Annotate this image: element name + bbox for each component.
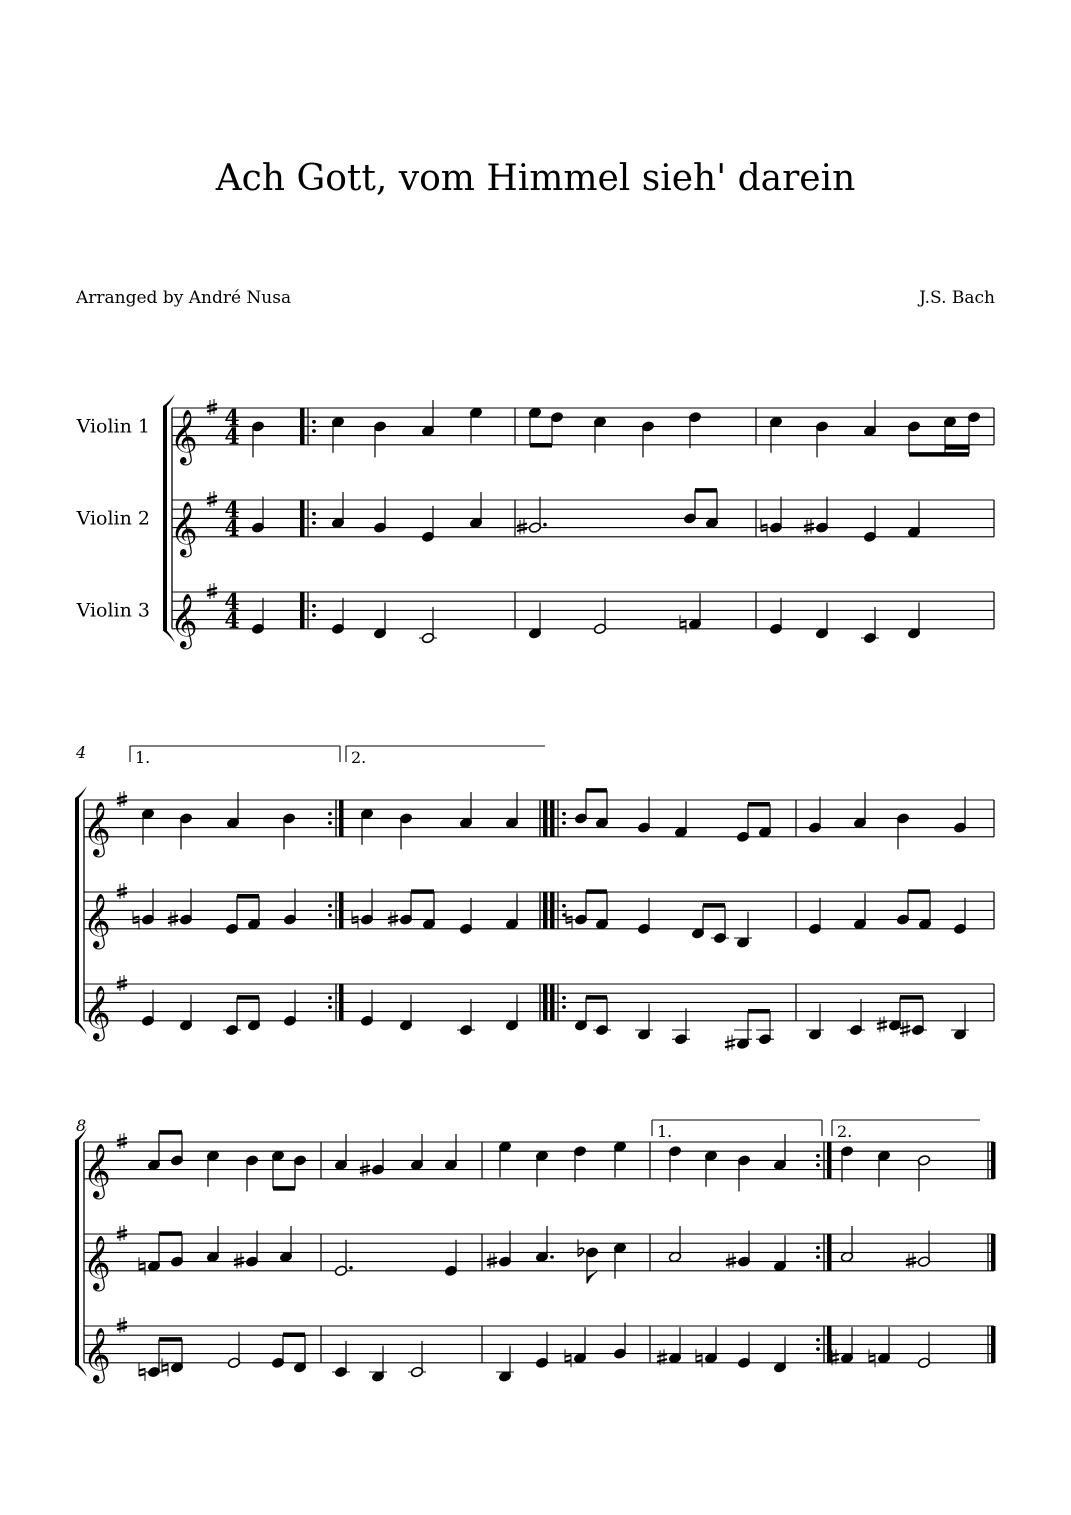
augmentation-dot (550, 1255, 554, 1259)
repeat-dot (816, 1347, 820, 1351)
barline-thick (339, 984, 344, 1021)
treble-clef-icon: 𝄞 (83, 1234, 111, 1290)
staff-violin-2 (83, 883, 994, 950)
treble-clef-icon: 𝄞 (170, 500, 198, 556)
repeat-dot (312, 521, 316, 525)
natural-icon (869, 1349, 875, 1367)
barline-thick (543, 800, 548, 837)
barline-thick (827, 1142, 832, 1179)
sharp-icon (725, 1035, 735, 1051)
volta-label: 2. (837, 1122, 853, 1141)
instrument-label: Violin 3 (76, 599, 150, 622)
time-signature-numerator: 4 (224, 589, 240, 616)
natural-icon (680, 615, 686, 633)
barline-thick (991, 1234, 996, 1271)
staff-violin-1 (83, 1133, 994, 1200)
repeat-dot (816, 1338, 820, 1342)
repeat-dot (312, 613, 316, 617)
score-title: Ach Gott, vom Himmel sieh' darein (215, 158, 856, 199)
arranger-credit: Arranged by André Nusa (76, 288, 292, 308)
repeat-dot (562, 996, 566, 1000)
sharp-icon (117, 883, 127, 899)
natural-icon (162, 1358, 168, 1376)
volta-label: 2. (351, 748, 367, 767)
repeat-dot (328, 913, 332, 917)
barline-thick (339, 892, 344, 929)
natural-icon (139, 1257, 145, 1275)
repeat-dot (312, 429, 316, 433)
repeat-dot (562, 1005, 566, 1009)
sharp-icon (117, 1225, 127, 1241)
sharp-icon (517, 519, 527, 535)
sharp-icon (117, 1133, 127, 1149)
voice-violin-3 (139, 1323, 931, 1383)
barline-thick (300, 408, 305, 445)
barline-thick (991, 1326, 996, 1363)
repeat-dot (312, 420, 316, 424)
measure-number: 8 (76, 1116, 87, 1135)
flat-icon (578, 1239, 584, 1256)
treble-clef-icon: 𝄞 (170, 592, 198, 648)
sharp-icon (207, 583, 217, 599)
treble-clef-icon: 𝄞 (83, 1142, 111, 1198)
time-signature-numerator: 4 (224, 405, 240, 432)
treble-clef-icon: 𝄞 (83, 892, 111, 948)
repeat-dot (816, 1246, 820, 1250)
repeat-dot (562, 913, 566, 917)
barline-thick (827, 1234, 832, 1271)
repeat-dot (328, 821, 332, 825)
volta-bracket (346, 746, 545, 767)
staff-violin-2 (170, 491, 994, 558)
sharp-icon (117, 791, 127, 807)
treble-clef-icon: 𝄞 (170, 408, 198, 464)
repeat-dot (816, 1163, 820, 1167)
voice-violin-2 (133, 889, 967, 949)
time-signature-denominator: 4 (224, 515, 240, 542)
treble-clef-icon: 𝄞 (83, 1326, 111, 1382)
repeat-dot (328, 996, 332, 1000)
composer-credit: J.S. Bach (919, 288, 995, 308)
repeat-dot (562, 904, 566, 908)
sharp-icon (900, 1021, 910, 1037)
augmentation-dot (543, 523, 547, 527)
repeat-dot (328, 812, 332, 816)
volta-bracket (652, 1120, 822, 1141)
sharp-icon (877, 1016, 887, 1032)
volta-label: 1. (657, 1122, 673, 1141)
measure-number: 4 (76, 743, 87, 762)
repeat-dot (562, 812, 566, 816)
treble-clef-icon: 𝄞 (83, 800, 111, 856)
sharp-icon (388, 911, 398, 927)
volta-bracket (130, 746, 340, 767)
natural-icon (696, 1349, 702, 1367)
sharp-icon (360, 1161, 370, 1177)
barline-thick (300, 500, 305, 537)
repeat-dot (312, 604, 316, 608)
augmentation-dot (349, 1266, 353, 1270)
sharp-icon (117, 1317, 127, 1333)
repeat-dot (312, 512, 316, 516)
time-signature-denominator: 4 (224, 423, 240, 450)
voice-violin-2 (139, 1226, 931, 1283)
natural-icon (565, 1349, 571, 1367)
barline-thick (550, 892, 555, 929)
instrument-label: Violin 1 (76, 415, 150, 438)
barline-thick (991, 1142, 996, 1179)
repeat-dot (328, 1005, 332, 1009)
natural-icon (139, 1363, 145, 1381)
treble-clef-icon: 𝄞 (83, 984, 111, 1040)
barline-thick (543, 892, 548, 929)
sharp-icon (168, 911, 178, 927)
barline-thick (300, 592, 305, 629)
time-signature-numerator: 4 (224, 497, 240, 524)
sharp-icon (726, 1253, 736, 1269)
barline-thick (339, 800, 344, 837)
barline-thick (550, 800, 555, 837)
volta-label: 1. (135, 748, 151, 767)
time-signature-denominator: 4 (224, 607, 240, 634)
repeat-dot (816, 1154, 820, 1158)
repeat-dot (328, 904, 332, 908)
sharp-icon (207, 399, 217, 415)
repeat-dot (562, 821, 566, 825)
sharp-icon (906, 1253, 916, 1269)
voice-violin-2 (251, 490, 920, 542)
staff-violin-3 (83, 1317, 994, 1384)
sharp-icon (117, 975, 127, 991)
barline-thick (550, 984, 555, 1021)
sharp-icon (804, 519, 814, 535)
sharp-icon (487, 1253, 497, 1269)
voice-violin-1 (147, 1132, 930, 1191)
voice-violin-1 (251, 400, 980, 457)
sharp-icon (207, 491, 217, 507)
instrument-label: Violin 2 (76, 507, 150, 530)
volta-bracket (832, 1120, 980, 1141)
flag (587, 1271, 597, 1283)
barline-thick (543, 984, 548, 1021)
repeat-dot (816, 1255, 820, 1259)
sharp-icon (234, 1253, 244, 1269)
